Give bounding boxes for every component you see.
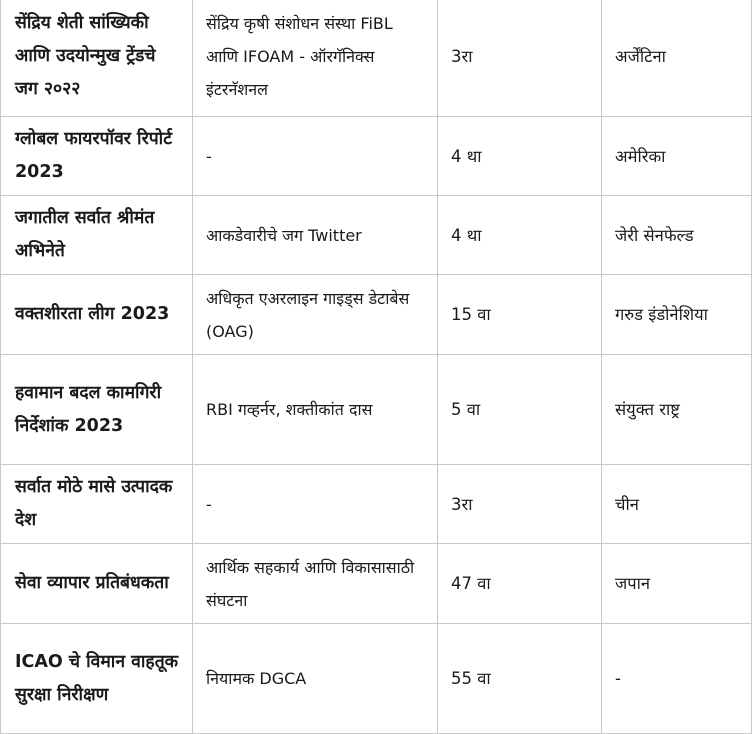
table-row (1, 196, 752, 275)
table-row (1, 355, 752, 465)
source-cell: RBI गव्हर्नर, शक्तीकांत दास (193, 355, 438, 465)
report-title-cell: सेंद्रिय शेती सांख्यिकी आणि उदयोन्मुख ट्रेंडचे जग २०२२ (1, 0, 193, 117)
source-cell: - (193, 117, 438, 196)
rank-cell: 5 वा (438, 355, 602, 465)
country-cell: अर्जेंटिना (602, 0, 752, 117)
table-row (1, 0, 752, 117)
rank-cell: 3रा (438, 465, 602, 544)
table-row (1, 465, 752, 544)
source-cell: अधिकृत एअरलाइन गाइड्स डेटाबेस (OAG) (193, 275, 438, 355)
rank-cell: 4 था (438, 117, 602, 196)
report-title-cell: ग्लोबल फायरपॉवर रिपोर्ट 2023 (1, 117, 193, 196)
report-title-cell: ICAO चे विमान वाहतूक सुरक्षा निरीक्षण (1, 624, 193, 734)
table-body (1, 0, 752, 734)
report-title-cell: वक्तशीरता लीग 2023 (1, 275, 193, 355)
table-row (1, 275, 752, 355)
source-cell: आकडेवारीचे जग Twitter (193, 196, 438, 275)
rank-cell: 4 था (438, 196, 602, 275)
rank-cell: 3रा (438, 0, 602, 117)
source-cell: आर्थिक सहकार्य आणि विकासासाठी संघटना (193, 544, 438, 624)
report-title-cell: जगातील सर्वात श्रीमंत अभिनेते (1, 196, 193, 275)
source-cell: - (193, 465, 438, 544)
table-row (1, 624, 752, 734)
rank-cell: 15 वा (438, 275, 602, 355)
country-cell: संयुक्त राष्ट्र (602, 355, 752, 465)
table-row (1, 117, 752, 196)
country-cell: चीन (602, 465, 752, 544)
country-cell: अमेरिका (602, 117, 752, 196)
source-cell: सेंद्रिय कृषी संशोधन संस्था FiBL आणि IFOAM - ऑरगॅनिक्स इंटरनॅशनल (193, 0, 438, 117)
report-title-cell: हवामान बदल कामगिरी निर्देशांक 2023 (1, 355, 193, 465)
rank-cell: 55 वा (438, 624, 602, 734)
country-cell: जपान (602, 544, 752, 624)
report-title-cell: सर्वात मोठे मासे उत्पादक देश (1, 465, 193, 544)
country-cell: - (602, 624, 752, 734)
report-title-cell: सेवा व्यापार प्रतिबंधकता (1, 544, 193, 624)
country-cell: जेरी सेनफेल्ड (602, 196, 752, 275)
rank-cell: 47 वा (438, 544, 602, 624)
table-row (1, 544, 752, 624)
country-cell: गरुड इंडोनेशिया (602, 275, 752, 355)
source-cell: नियामक DGCA (193, 624, 438, 734)
